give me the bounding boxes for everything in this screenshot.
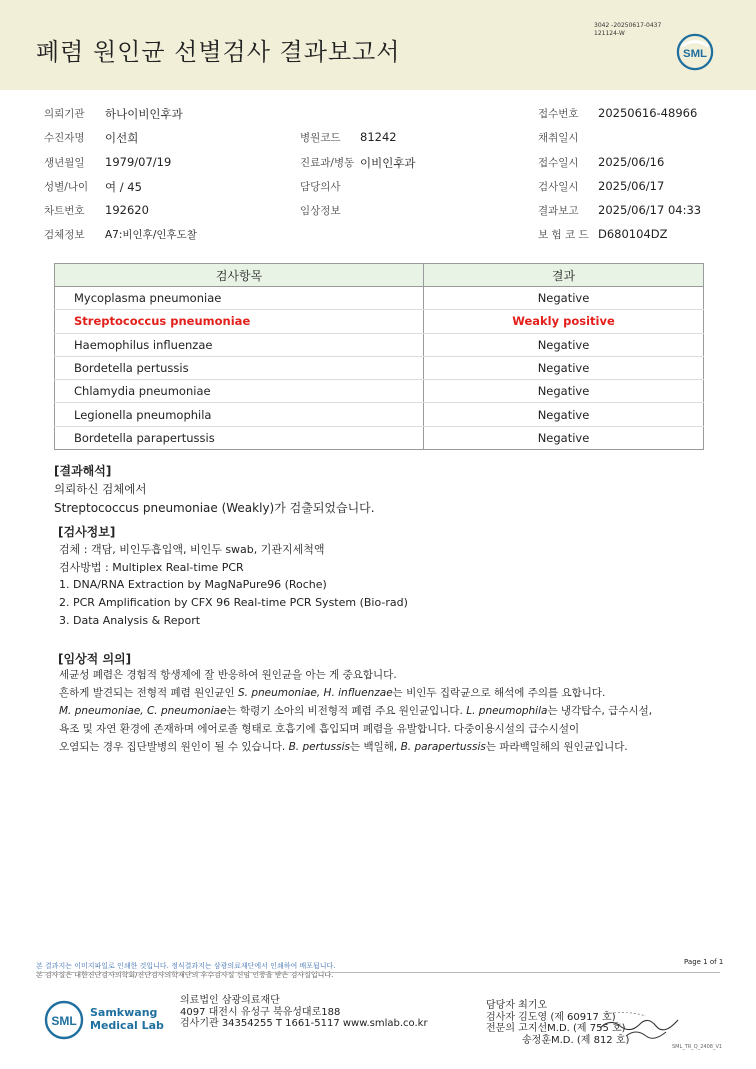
patient-name-label: 수진자명	[44, 132, 85, 144]
contact-line: 검사기관 34354255 T 1661-5117 www.smlab.co.kr	[180, 1018, 428, 1029]
test-item: Legionella pneumophila	[55, 403, 424, 426]
test-item: Bordetella parapertussis	[55, 426, 424, 449]
receipt-date-label: 접수일시	[538, 157, 579, 169]
clinical-line5-species: B. pertussis	[288, 741, 350, 753]
test-date-value: 2025/06/17	[598, 179, 665, 193]
collection-date-label: 채취일시	[538, 132, 579, 144]
info-row	[0, 197, 756, 221]
interpretation-line2: Streptococcus pneumoniae (Weakly)가 검출되었습니다.	[54, 501, 375, 515]
table-row	[55, 333, 704, 356]
brand-name	[90, 1006, 164, 1032]
specimen-value: A7:비인후/인후도찰	[105, 229, 197, 241]
info-row	[0, 124, 756, 148]
footer-notice-line2: 본 검사실은 대한진단검사의학회/진단검사의학재단의 우수검사실 신임 인증을 받은 검사실입니다.	[36, 971, 334, 979]
test-result: Negative	[424, 287, 704, 310]
chart-no-value: 192620	[105, 203, 149, 217]
test-result: Negative	[424, 356, 704, 379]
sex-age-label: 성별/나이	[44, 181, 89, 193]
test-info-specimen: 검체 : 객담, 비인두흡입액, 비인두 swab, 기관지세척액	[59, 543, 325, 556]
report-date-value: 2025/06/17 04:33	[598, 203, 702, 217]
insurance-code-label: 보 험 코 드	[538, 229, 589, 241]
clinical-line2-a: 흔하게 발견되는 전형적 폐렴 원인균인	[59, 687, 238, 699]
page-number: Page 1 of 1	[684, 958, 724, 966]
test-info-step3: 3. Data Analysis & Report	[59, 614, 201, 627]
test-info-step2: 2. PCR Amplification by CFX 96 Real-time PCR System (Bio-rad)	[59, 596, 408, 609]
table-row	[55, 380, 704, 403]
interpretation-line1: 의뢰하신 검체에서	[54, 482, 147, 496]
test-item: Bordetella pertussis	[55, 356, 424, 379]
staff-line3: 전문의 고지선M.D. (제 755 호)	[486, 1023, 626, 1034]
sml-logo-icon	[44, 1000, 84, 1040]
department-label: 진료과/병동	[300, 157, 355, 169]
doctor-label: 담당의사	[300, 181, 341, 193]
test-result: Negative	[424, 426, 704, 449]
clinical-line1: 세균성 폐렴은 경험적 항생제에 잘 반응하여 원인균을 아는 게 중요합니다.	[59, 669, 397, 681]
test-info-step1: 1. DNA/RNA Extraction by MagNaPure96 (Roche)	[59, 578, 327, 591]
clinical-line4: 욕조 및 자연 환경에 존재하며 에어로졸 형태로 호흡기에 흡입되며 폐렴을 유발합니다. 다중이용시설의 급수시설이	[59, 723, 580, 735]
document-code-line2: 121124-W	[594, 30, 625, 37]
institution-label: 의뢰기관	[44, 108, 85, 120]
org-line: 의료법인 삼광의료재단	[180, 995, 280, 1006]
table-row	[55, 426, 704, 449]
test-item: Mycoplasma pneumoniae	[55, 287, 424, 310]
sex-age-value: 여 / 45	[105, 180, 142, 194]
results-table	[54, 263, 704, 450]
department-value: 이비인후과	[360, 156, 416, 170]
birth-date-label: 생년월일	[44, 157, 85, 169]
staff-line1: 담당자 최기오	[486, 1000, 548, 1011]
footer-notice	[36, 962, 336, 980]
clinical-line2-species: S. pneumoniae, H. influenzae	[237, 687, 393, 699]
document-code	[594, 22, 661, 38]
insurance-code-value: D680104DZ	[598, 227, 668, 241]
clinical-line5-a: 오염되는 경우 집단발병의 원인이 될 수 있습니다.	[59, 741, 289, 753]
document-code-line1: 3042 -20250617-0437	[594, 22, 662, 29]
clinical-line5-c: 는 백일해,	[349, 741, 401, 753]
report-date-label: 결과보고	[538, 205, 579, 217]
clinical-line3-b: 는 학령기 소아의 비전형적 폐렴 주요 원인균입니다.	[226, 705, 467, 717]
test-result: Negative	[424, 333, 704, 356]
footer-notice-line1: 본 결과지는 이미지파일로 인쇄한 것입니다. 정식결과지는 삼광의료재단에서 인쇄하여 배포됩니다.	[36, 962, 336, 970]
address-block	[180, 995, 428, 1030]
clinical-significance-title: [임상적 의의]	[58, 652, 132, 666]
header-test-item: 검사항목	[55, 264, 424, 287]
clinical-line5-e: 는 파라백일해의 원인균입니다.	[485, 741, 628, 753]
clinical-line2	[59, 685, 605, 700]
interpretation-title: [결과해석]	[54, 464, 112, 478]
hospital-code-label: 병원코드	[300, 132, 341, 144]
clinical-line3-d: 는 냉각탑수, 급수시설,	[547, 705, 653, 717]
test-info-method: 검사방법 : Multiplex Real-time PCR	[59, 561, 244, 574]
form-code: SML_TR_Q_2408_V1	[672, 1044, 723, 1050]
table-row-positive	[55, 310, 704, 333]
chart-no-label: 차트번호	[44, 205, 85, 217]
sml-logo-icon	[676, 33, 714, 71]
test-date-label: 검사일시	[538, 181, 579, 193]
test-result: Negative	[424, 380, 704, 403]
test-result: Weakly positive	[424, 310, 704, 333]
clinical-line2-c: 는 비인두 집락균으로 해석에 주의를 요합니다.	[392, 687, 606, 699]
staff-line2: 검사자 김도영 (제 60917 호)	[486, 1011, 616, 1023]
footer-divider	[36, 972, 720, 973]
sml-logo-text: SML	[51, 1014, 77, 1028]
info-row	[0, 149, 756, 173]
receipt-no-label: 접수번호	[538, 108, 579, 120]
patient-name-value: 이선희	[105, 131, 139, 145]
test-item: Haemophilus influenzae	[55, 333, 424, 356]
clinical-line3	[59, 703, 652, 718]
hospital-code-value: 81242	[360, 130, 397, 144]
brand-line1: Samkwang	[90, 1006, 158, 1019]
test-info-title: [검사정보]	[58, 525, 116, 539]
clinical-line5-species2: B. parapertussis	[400, 741, 486, 753]
address-line: 4097 대전시 유성구 북유성대로188	[180, 1006, 341, 1018]
birth-date-value: 1979/07/19	[105, 155, 172, 169]
table-row	[55, 287, 704, 310]
test-result: Negative	[424, 403, 704, 426]
brand-line2: Medical Lab	[90, 1019, 164, 1032]
receipt-date-value: 2025/06/16	[598, 155, 665, 169]
table-row	[55, 356, 704, 379]
info-row	[0, 221, 756, 245]
institution-value: 하나이비인후과	[105, 107, 183, 121]
sml-logo-text: SML	[682, 47, 708, 60]
staff-line4: 송정훈M.D. (제 812 호)	[522, 1034, 630, 1046]
signature-icon	[596, 1006, 686, 1046]
clinical-line3-species: M. pneumoniae, C. pneumoniae	[59, 705, 227, 717]
info-row	[0, 100, 756, 124]
clinical-line3-species2: L. pneumophila	[466, 705, 548, 717]
results-header-row	[55, 264, 704, 287]
clinical-info-label: 임상정보	[300, 205, 341, 217]
header-result: 결과	[424, 264, 704, 287]
receipt-no-value: 20250616-48966	[598, 106, 698, 120]
test-item: Chlamydia pneumoniae	[55, 380, 424, 403]
test-item: Streptococcus pneumoniae	[55, 310, 424, 333]
clinical-line5	[59, 739, 628, 754]
page-title: 폐렴 원인균 선별검사 결과보고서	[36, 38, 401, 66]
table-row	[55, 403, 704, 426]
info-row	[0, 173, 756, 197]
specimen-label: 검체정보	[44, 229, 85, 241]
